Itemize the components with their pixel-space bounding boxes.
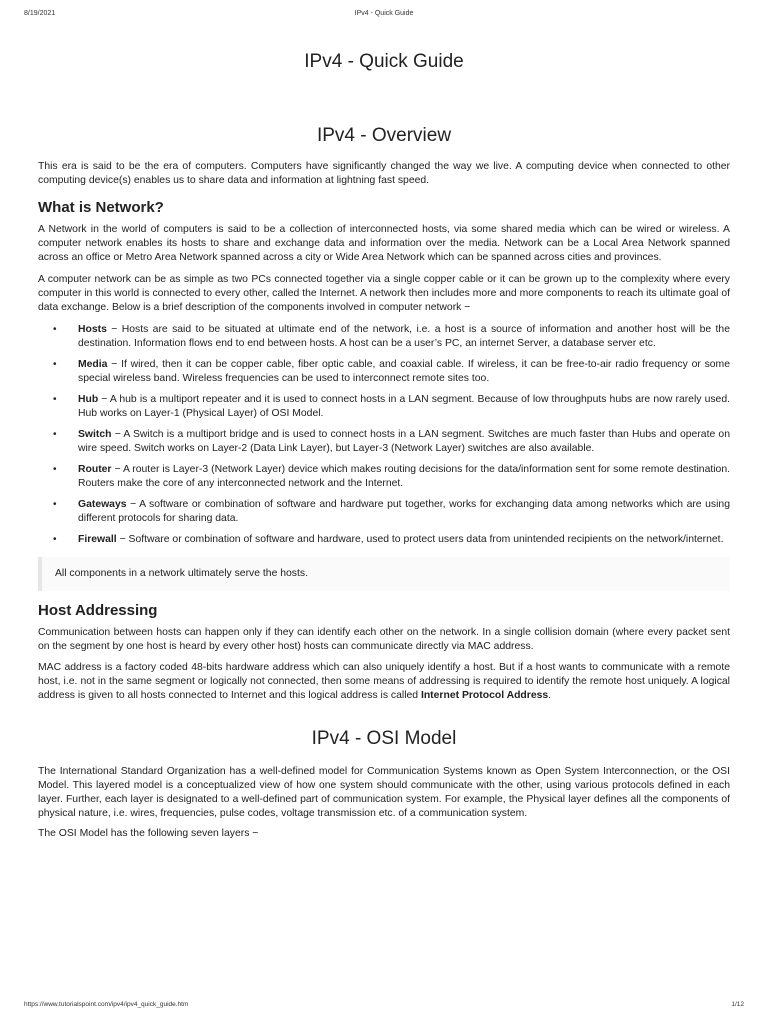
list-item <box>78 533 730 547</box>
network-heading: What is Network? <box>38 199 164 216</box>
list-item-term: Hub <box>78 394 99 405</box>
list-item-desc: − A Switch is a multiport bridge and is used to connect hosts in a LAN segment. Switches are much faster than Hubs and operate on wire speed. Switch works on Layer-2 (Data Link Layer), but Layer-3 (Network Layer) switches are also available. <box>78 429 730 454</box>
list-item-desc: − A hub is a multiport repeater and it is used to connect hosts in a LAN segment. Because of low throughputs hubs are now rarely used. Hub works on Layer-1 (Physical Layer) of OSI Model. <box>78 394 730 419</box>
page-number: 1/12 <box>731 1001 744 1008</box>
print-header <box>24 10 744 22</box>
addressing-paragraph-1: Communication between hosts can happen only if they can identify each other on the network. In a single collision domain (where every packet sent on the segment by one host is heard by every other host) hosts can communicate directly via MAC address. <box>38 627 730 652</box>
list-item-term: Hosts <box>78 324 107 335</box>
addressing-paragraph-2 <box>38 661 730 703</box>
addressing-paragraph-2-end: . <box>548 690 552 701</box>
page-content <box>38 48 730 841</box>
list-item-term: Gateways <box>78 499 127 510</box>
osi-title: IPv4 - OSI Model <box>311 728 457 749</box>
list-item-desc: − Hosts are said to be situated at ultimate end of the network, i.e. a host is a source of information and another host will be the destination. Information flows end to end between hosts. A host can be a user’s PC, an internet Server, a database server etc. <box>78 324 730 349</box>
list-item-term: Router <box>78 464 112 475</box>
components-list <box>38 323 730 547</box>
overview-intro: This era is said to be the era of computers. Computers have significantly changed the way we live. A computing device when connected to other computing device(s) enables us to share data and information at lightning fast speed. <box>38 161 730 186</box>
osi-paragraph-2: The OSI Model has the following seven layers − <box>38 828 259 839</box>
list-item <box>78 463 730 491</box>
print-url: https://www.tutorialspoint.com/ipv4/ipv4_quick_guide.htm <box>24 1001 189 1008</box>
list-item-desc: − A software or combination of software and hardware put together, works for exchanging data among networks which are using different protocols for sharing data. <box>78 499 730 524</box>
addressing-paragraph-2-text: MAC address is a factory coded 48-bits hardware address which can also uniquely identify a host. But if a host wants to communicate with a remote host, i.e. not in the same segment or logically not connected, then some means of addressing is required to identify the remote host uniquely. A logical address is given to all hosts connected to Internet and this logical address is called <box>38 662 730 701</box>
note-text: All components in a network ultimately serve the hosts. <box>55 568 308 579</box>
list-item <box>78 358 730 386</box>
list-item-term: Media <box>78 359 108 370</box>
print-page-title: IPv4 - Quick Guide <box>354 10 414 17</box>
list-item <box>78 428 730 456</box>
print-footer <box>24 1001 744 1013</box>
list-item-desc: − If wired, then it can be copper cable, fiber optic cable, and coaxial cable. If wireless, it can be free-to-air radio frequency or some special wireless band. Wireless frequencies can be used to interconnect remote sites too. <box>78 359 730 384</box>
list-item-term: Firewall <box>78 534 117 545</box>
network-paragraph-2: A computer network can be as simple as two PCs connected together via a single copper cable or it can be grown up to the complexity where every computer in this world is connected to every other, called the Internet. A network then includes more and more components to reach its ultimate goal of data exchange. Below is a brief description of the components involved in computer network − <box>38 274 730 313</box>
internet-protocol-address-term: Internet Protocol Address <box>420 690 549 701</box>
print-date: 8/19/2021 <box>24 10 56 17</box>
page-title: IPv4 - Quick Guide <box>304 51 464 72</box>
list-item <box>78 498 730 526</box>
list-item <box>78 323 730 351</box>
osi-paragraph-1: The International Standard Organization has a well-defined model for Communication Systems known as Open System Interconnection, or the OSI Model. This layered model is a conceptualized view of how one system should communicate with the other, using various protocols defined in each layer. Further, each layer is designated to a well-defined part of communication system. For example, the Physical layer defines all the components of physical nature, i.e. wires, frequencies, pulse codes, voltage transmission etc. of a communication system. <box>38 766 730 819</box>
addressing-heading: Host Addressing <box>38 602 158 619</box>
list-item <box>78 393 730 421</box>
list-item-term: Switch <box>78 429 112 440</box>
note-box <box>38 557 730 591</box>
network-paragraph-1: A Network in the world of computers is said to be a collection of interconnected hosts, via some shared media which can be wired or wireless. A computer network enables its hosts to share and exchange data and information over the media. Network can be a Local Area Network spanned across an office or Metro Area Network spanned across a city or Wide Area Network which can be spanned across cities and provinces. <box>38 224 730 263</box>
overview-title: IPv4 - Overview <box>316 125 452 146</box>
list-item-desc: − A router is Layer-3 (Network Layer) device which makes routing decisions for the data/information sent for some remote destination. Routers make the core of any interconnected network and the Internet. <box>78 464 730 489</box>
list-item-desc: − Software or combination of software and hardware, used to protect users data from unintended recipients on the network/internet. <box>116 534 724 545</box>
